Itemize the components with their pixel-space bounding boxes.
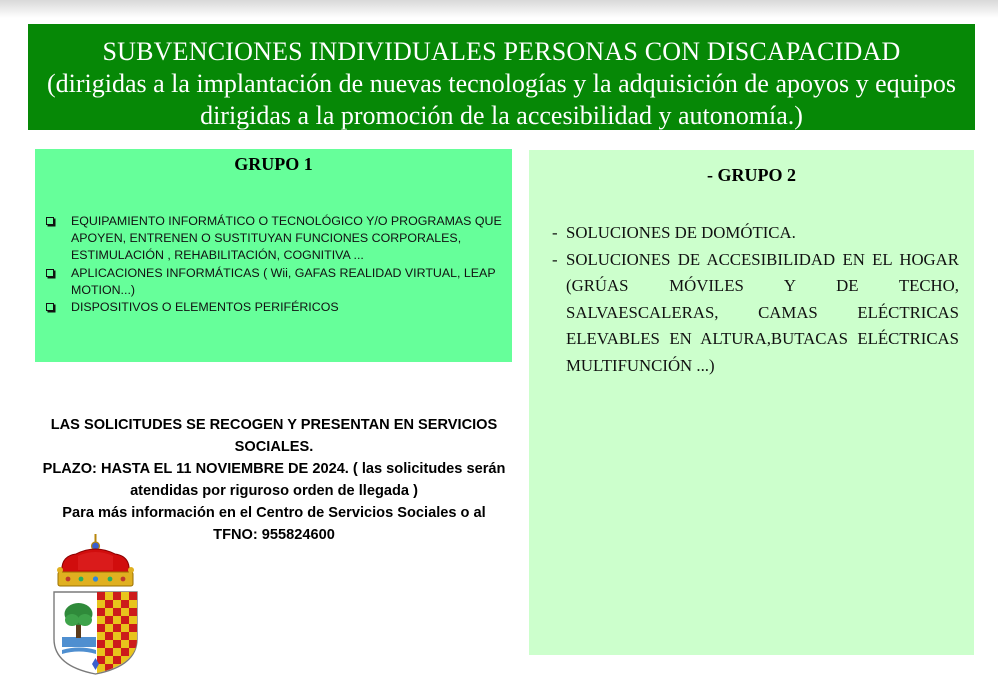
grupo1-item (35, 213, 512, 265)
grupo2-item (529, 220, 974, 247)
banner-subtitle: (dirigidas a la implantación de nuevas tecnologías y la adquisición de apoyos y equipos dirigidas a la promoción de la accesibilidad y autonomía.) (46, 69, 957, 130)
info-block (38, 414, 510, 546)
grupo1-item-text: EQUIPAMIENTO INFORMÁTICO O TECNOLÓGICO Y/O PROGRAMAS QUE APOYEN, ENTRENEN O SUSTITUYAN FUNCIONES CORPORALES, ESTIMULACIÓN , REHABILITACIÓN, COGNITIVA ... (71, 214, 502, 263)
top-shade (0, 0, 998, 18)
info-phone: TFNO: 955824600 (213, 527, 335, 543)
grupo1-panel (35, 149, 512, 362)
grupo2-panel (529, 150, 974, 655)
grupo1-item-text: APLICACIONES INFORMÁTICAS ( Wii, GAFAS REALIDAD VIRTUAL, LEAP MOTION...) (71, 265, 496, 297)
info-deadline: PLAZO: HASTA EL 11 NOVIEMBRE DE 2024. ( las solicitudes serán atendidas por riguroso orden de llegada ) (42, 461, 506, 499)
dash-bullet-icon: - (552, 249, 558, 269)
dash-bullet-icon: - (552, 223, 558, 242)
grupo1-item (35, 265, 512, 299)
grupo2-list (529, 220, 974, 379)
checkbox-square-icon (46, 303, 54, 311)
checkbox-square-icon (46, 269, 54, 277)
grupo1-title: GRUPO 1 (234, 154, 313, 174)
grupo2-item-text: SOLUCIONES DE DOMÓTICA. (566, 223, 796, 242)
banner-title: SUBVENCIONES INDIVIDUALES PERSONAS CON DISCAPACIDAD (102, 37, 901, 66)
grupo1-item (35, 299, 512, 316)
checkbox-square-icon (46, 217, 54, 225)
title-banner (28, 24, 975, 130)
grupo1-list (35, 213, 512, 316)
info-collection: LAS SOLICITUDES SE RECOGEN Y PRESENTAN EN SERVICIOS SOCIALES. (50, 417, 498, 455)
grupo2-title: - GRUPO 2 (707, 165, 796, 185)
grupo2-item-text: SOLUCIONES DE ACCESIBILIDAD EN EL HOGAR (GRÚAS MÓVILES Y DE TECHO, SALVAESCALERAS, CAMAS ELÉCTRICAS ELEVABLES EN ALTURA,BUTACAS ELÉCTRICAS MULTIFUNCIÓN ...) (566, 249, 959, 375)
grupo2-item (529, 247, 974, 380)
municipal-coat-of-arms-icon (48, 534, 143, 676)
grupo1-item-text: DISPOSITIVOS O ELEMENTOS PERIFÉRICOS (71, 300, 339, 315)
info-contact: Para más información en el Centro de Servicios Sociales o al (62, 505, 486, 521)
